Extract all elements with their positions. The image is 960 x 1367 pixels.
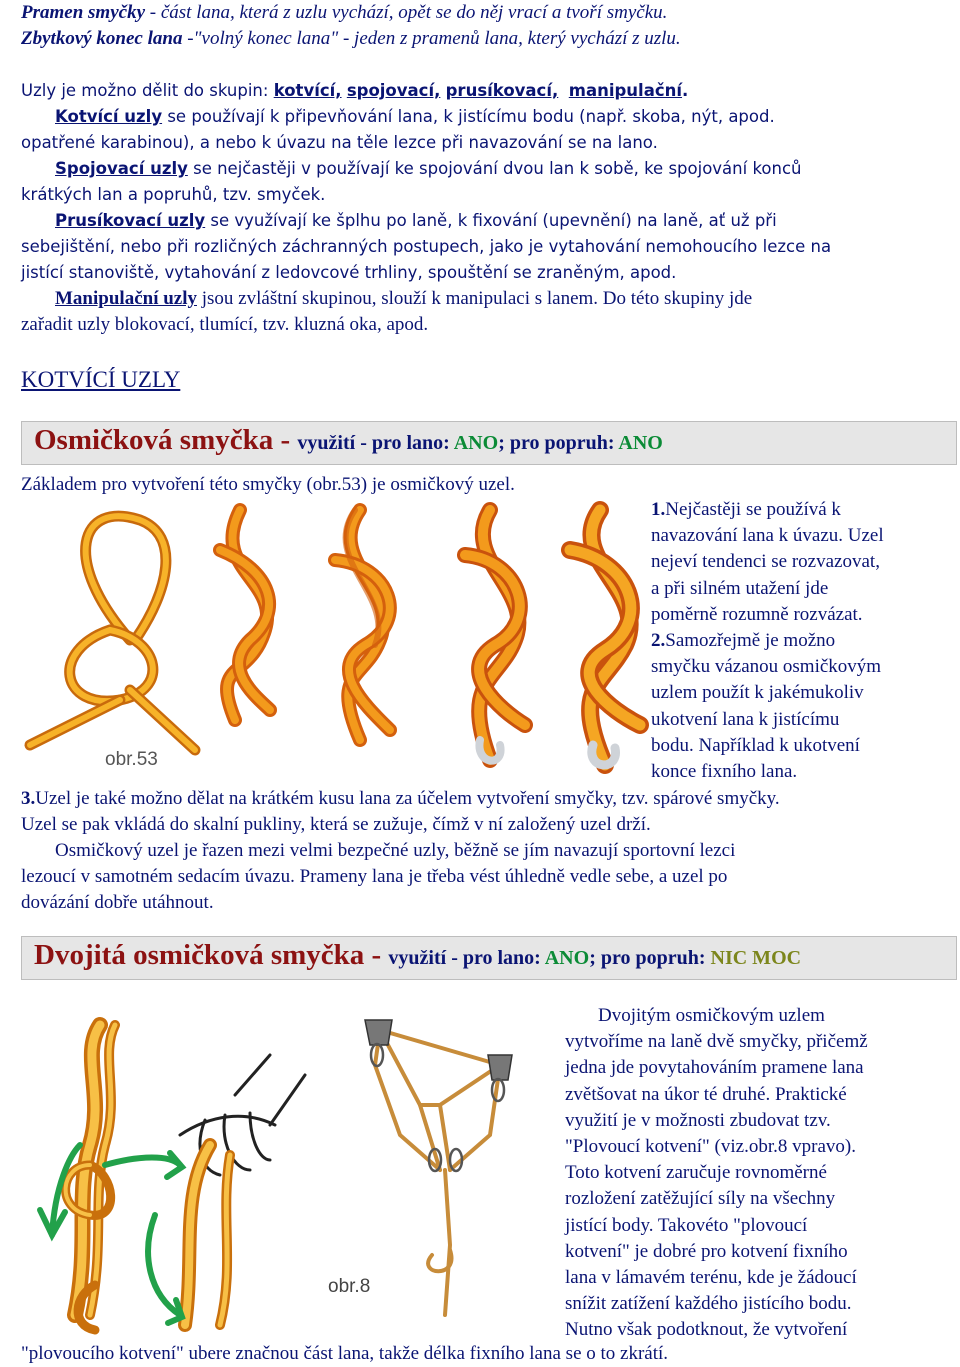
term-prusikovaci-uzly: Prusíkovací uzly <box>55 211 206 230</box>
groups-end: . <box>682 81 689 100</box>
kotvici-line-2 <box>21 130 658 156</box>
intro-line-1 <box>21 0 667 26</box>
prusik-text-2: sebejištění, nebo při rozličných záchranných postupech, jako je vytahování nemohoucího lezce na <box>21 237 832 256</box>
knot2-right-line-12: snížit zatížení každého jistícího bodu. <box>565 1293 852 1315</box>
knot2-title-box <box>21 936 957 980</box>
knot1-title-box <box>21 421 957 465</box>
knot1-right-line-4: a při silném utažení jde <box>651 577 829 599</box>
spojovaci-text-1: se nejčastěji v používají ke spojování dvou lan k sobě, ke spojování konců <box>187 159 802 178</box>
knot1-p4-line3 <box>21 890 214 916</box>
knot2-use-label: využití - pro lano: <box>388 947 545 969</box>
knot1-p4-3: dovázání dobře utáhnout. <box>21 892 214 913</box>
groups-lead: Uzly je možno dělit do skupin: <box>21 81 274 100</box>
knot1-right-line-10: bodu. Například k ukotvení <box>651 734 860 756</box>
knot1-right-line-7: smyčku vázanou osmičkovým <box>651 656 882 678</box>
prusik-line-3 <box>21 260 676 286</box>
knot2-right-line-7: Toto kotvení zaručuje rovnoměrné <box>565 1162 827 1184</box>
kotvici-text-1: se používají k připevňování lana, k jistícímu bodu (např. skoba, nýt, apod. <box>162 107 775 126</box>
knot1-p4-1: Osmičkový uzel je řazen mezi velmi bezpečné uzly, běžně se jím navazují sportovní lezci <box>55 840 736 861</box>
knot2-sling-value: NIC MOC <box>710 947 802 969</box>
group-manipulacni: manipulační <box>568 81 683 100</box>
obr8-caption: obr.8 <box>328 1276 371 1297</box>
knot2-right-line-5: využití je v možnosti zbudovat tzv. <box>565 1109 831 1131</box>
knot1-p4-2: lezoucí v samotném sedacím úvazu. Prameny lana je třeba vést úhledně vedle sebe, a uzel po <box>21 866 728 887</box>
knot1-p3-2: Uzel se pak vkládá do skalní pukliny, která se zužuje, čímž v ní založený uzel drží. <box>21 814 651 835</box>
knot2-right-line-8: rozložení zatěžující síly na všechny <box>565 1188 836 1210</box>
knot1-use-label: využití - pro lano: <box>297 432 454 454</box>
intro-line-2-text: -"volný konec lana" - jeden z pramenů lana, který vychází z uzlu. <box>182 28 681 49</box>
knot2-right-line-6: "Plovoucí kotvení" (viz.obr.8 vpravo). <box>565 1136 856 1158</box>
group-prusikovaci: prusíkovací, <box>445 81 559 100</box>
groups-line <box>21 78 688 104</box>
knot1-right-line-11: konce fixního lana. <box>651 761 798 783</box>
prusik-text-3: jistící stanoviště, vytahování z ledovcové trhliny, spouštění se zraněným, apod. <box>21 263 677 282</box>
knot2-right-line-3: jedna jde povytahováním pramene lana <box>565 1057 864 1079</box>
knot2-right-line-9: jistící body. Takovéto "plovoucí <box>565 1214 808 1236</box>
knot1-right-line-5: poměrně rozumně rozvázat. <box>651 603 863 625</box>
kotvici-text-2: opatřené karabinou), a nebo k úvazu na těle lezce při navazování se na lano. <box>21 133 658 152</box>
term-kotvici-uzly: Kotvící uzly <box>55 107 163 126</box>
figure-obr8 <box>20 995 560 1340</box>
knot2-right-line-1: Dvojitým osmičkovým uzlem <box>598 1005 825 1026</box>
term-manipulacni-uzly: Manipulační uzly <box>55 288 197 309</box>
kotvici-line-1 <box>55 104 775 130</box>
knot2-last-line: "plovoucího kotvení" ubere značnou část lana, takže délka fixního lana se o to zkrátí. <box>21 1343 669 1364</box>
knot1-p3-line1 <box>21 786 780 812</box>
manip-text-1: jsou zvláštní skupinou, slouží k manipulaci s lanem. Do této skupiny jde <box>197 288 753 309</box>
group-kotvici: kotvící, <box>273 81 342 100</box>
knot1-intro: Základem pro vytvoření této smyčky (obr.53) je osmičkový uzel. <box>21 474 515 495</box>
manip-line-2 <box>21 312 428 338</box>
prusik-line-2 <box>21 234 831 260</box>
knot1-rope-value: ANO <box>453 432 499 454</box>
knot1-title-text: Osmičková smyčka - <box>34 424 298 456</box>
group-spojovaci: spojovací, <box>346 81 441 100</box>
intro-line-1-text: - část lana, která z uzlu vychází, opět se do něj vrací a tvoří smyčku. <box>145 2 668 23</box>
spojovaci-line-1 <box>55 156 802 182</box>
knot1-p4-line2 <box>21 864 727 890</box>
knot2-right-line-13: Nutno však podotknout, že vytvoření <box>565 1319 848 1341</box>
knot2-right-text <box>565 1003 868 1344</box>
knot1-sling-value: ANO <box>618 432 663 454</box>
figure-obr53 <box>20 500 650 775</box>
knot1-right-text <box>651 497 884 785</box>
knot1-p4-line1 <box>55 838 735 864</box>
knot2-title-text: Dvojitá osmičková smyčka - <box>34 939 389 971</box>
knot2-right-line-10: kotvení" je dobré pro kotvení fixního <box>565 1240 848 1262</box>
section-heading: KOTVÍCÍ UZLY <box>21 367 181 392</box>
knot1-right-line-8: uzlem použít k jakémukoliv <box>651 682 864 704</box>
prusik-line-1 <box>55 208 777 234</box>
knot1-title <box>34 424 663 457</box>
knot2-right-line-4: zvětšovat na úkor té druhé. Praktické <box>565 1083 847 1105</box>
knot2-right-line-11: lana v lámavém terénu, kde je žádoucí <box>565 1267 857 1289</box>
obr53-caption: obr.53 <box>105 749 158 770</box>
term-spojovaci-uzly: Spojovací uzly <box>55 159 188 178</box>
term-pramen-smycky: Pramen smyčky <box>21 2 146 23</box>
knot1-right-line-1: 1.Nejčastěji se používá k <box>651 499 841 520</box>
manip-text-2: zařadit uzly blokovací, tlumící, tzv. kluzná oka, apod. <box>21 314 429 335</box>
knot1-right-line-3: nejeví tendenci se rozvazovat, <box>651 551 880 573</box>
knot1-p3-1: 3.Uzel je také možno dělat na krátkém kusu lana za účelem vytvoření smyčky, tzv. spárové smyčky. <box>21 788 780 809</box>
spojovaci-text-2: krátkých lan a popruhů, tzv. smyček. <box>21 185 326 204</box>
knot1-right-line-6: 2.Samozřejmě je možno <box>651 630 836 652</box>
knot1-right-line-2: navazování lana k úvazu. Uzel <box>651 525 884 547</box>
knot2-title <box>34 939 801 972</box>
intro-line-2 <box>21 26 681 52</box>
knot2-right-line-2: vytvoříme na laně dvě smyčky, přičemž <box>565 1031 868 1053</box>
prusik-text-1: se využívají ke šplhu po laně, k fixování (upevnění) na laně, ať už při <box>205 211 777 230</box>
knot1-p3-line2 <box>21 812 651 838</box>
knot2-sep: ; pro popruh: <box>589 947 711 969</box>
knot1-right-line-9: ukotvení lana k jistícímu <box>651 708 840 730</box>
manip-line-1 <box>55 286 752 312</box>
term-zbytkovy-konec: Zbytkový konec lana <box>21 28 183 49</box>
spojovaci-line-2 <box>21 182 325 208</box>
knot2-rope-value: ANO <box>544 947 590 969</box>
knot1-sep: ; pro popruh: <box>498 432 619 454</box>
